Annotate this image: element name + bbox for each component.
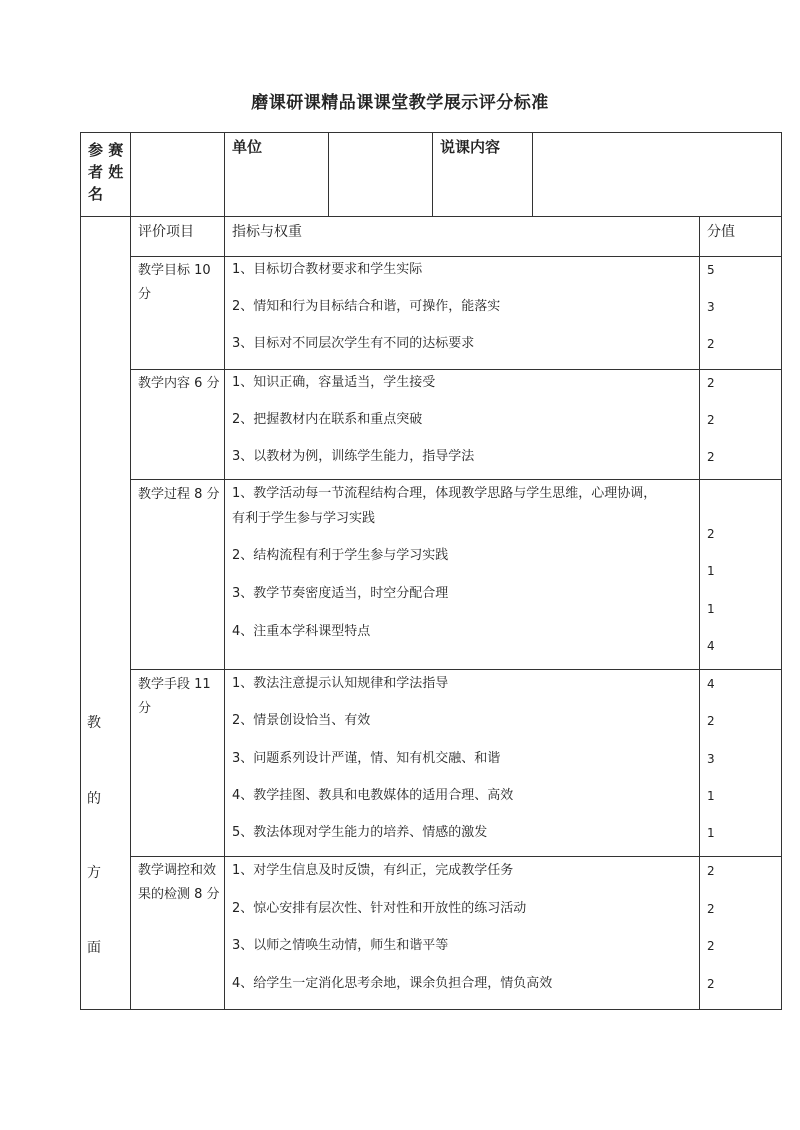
criterion-text: 1、对学生信息及时反馈，有纠正，完成教学任务 (232, 863, 514, 878)
row-divider (130, 256, 782, 257)
participant-label-line1: 参 赛 (88, 141, 124, 159)
criterion-score: 2 (707, 864, 715, 878)
criterion-score: 4 (707, 677, 715, 691)
criterion-text: 3、目标对不同层次学生有不同的达标要求 (232, 336, 475, 351)
criterion-text: 2、情知和行为目标结合和谐，可操作，能落实 (232, 299, 501, 314)
content-label: 说课内容 (440, 138, 501, 156)
unit-label: 单位 (232, 138, 263, 156)
column-header-item: 评价项目 (138, 224, 194, 240)
section-name: 教学内容 6 分 (138, 376, 220, 391)
criterion-text: 2、把握教材内在联系和重点突破 (232, 412, 423, 427)
criterion-score: 2 (707, 337, 715, 351)
table-border-right (781, 132, 782, 1010)
criterion-text: 1、知识正确，容量适当，学生接受 (232, 375, 436, 390)
side-label-char: 方 (87, 865, 101, 881)
col-divider (224, 132, 225, 1010)
criterion-text: 3、以教材为例，训练学生能力，指导学法 (232, 449, 475, 464)
criterion-text: 4、教学挂图、教具和电教媒体的适用合理、高效 (232, 788, 514, 803)
row-divider (130, 479, 782, 480)
row-divider (80, 216, 782, 217)
criterion-score: 2 (707, 450, 715, 464)
criterion-text: 2、惊心安排有层次性、针对性和开放性的练习活动 (232, 901, 527, 916)
col-divider (130, 132, 131, 1010)
criterion-score: 5 (707, 263, 715, 277)
col-divider (699, 216, 700, 1010)
participant-label-line3: 名 (88, 185, 104, 203)
criterion-text-continued: 有利于学生参与学习实践 (232, 511, 376, 526)
section-name: 教学过程 8 分 (138, 487, 220, 502)
criterion-score: 1 (707, 789, 715, 803)
criterion-score: 1 (707, 826, 715, 840)
criterion-score: 1 (707, 602, 715, 616)
side-label-char: 的 (87, 791, 101, 807)
table-border-bottom (80, 1009, 782, 1010)
criterion-score: 2 (707, 376, 715, 390)
participant-label-line2: 者 姓 (88, 163, 124, 181)
section-name: 教学调控和效果的检测 8 分 (138, 863, 220, 902)
criterion-text: 4、给学生一定消化思考余地，课余负担合理，情负高效 (232, 976, 553, 991)
row-divider (130, 856, 782, 857)
criterion-score: 2 (707, 902, 715, 916)
criterion-text: 2、情景创设恰当、有效 (232, 713, 371, 728)
criterion-score: 2 (707, 527, 715, 541)
side-label-char: 面 (87, 940, 101, 956)
table-border-left (80, 132, 81, 1010)
criterion-text: 3、教学节奏密度适当，时空分配合理 (232, 586, 449, 601)
section-name: 教学目标 10 分 (138, 263, 211, 302)
row-divider (130, 369, 782, 370)
criterion-score: 3 (707, 300, 715, 314)
criterion-score: 2 (707, 939, 715, 953)
criterion-score: 2 (707, 714, 715, 728)
criterion-score: 3 (707, 752, 715, 766)
criterion-text: 3、问题系列设计严谨，情、知有机交融、和谐 (232, 751, 501, 766)
criterion-text: 2、结构流程有利于学生参与学习实践 (232, 548, 449, 563)
column-header-score: 分值 (707, 224, 735, 240)
criterion-score: 2 (707, 977, 715, 991)
unit-field[interactable] (329, 133, 431, 216)
criterion-text: 5、教法体现对学生能力的培养、情感的激发 (232, 825, 488, 840)
section-name: 教学手段 11 分 (138, 677, 211, 716)
criterion-text: 1、教学活动每一节流程结构合理，体现教学思路与学生思维，心理协调， (232, 486, 657, 501)
row-divider (130, 669, 782, 670)
page-title: 磨课研课精品课课堂教学展示评分标准 (251, 93, 549, 113)
criterion-text: 1、目标切合教材要求和学生实际 (232, 262, 423, 277)
criterion-text: 1、教法注意提示认知规律和学法指导 (232, 676, 449, 691)
criterion-text: 4、注重本学科课型特点 (232, 624, 371, 639)
content-field[interactable] (533, 133, 780, 216)
criterion-score: 4 (707, 639, 715, 653)
column-header-indicator: 指标与权重 (232, 224, 302, 240)
side-label-char: 教 (87, 715, 101, 731)
criterion-score: 2 (707, 413, 715, 427)
criterion-score: 1 (707, 564, 715, 578)
criterion-text: 3、以师之情唤生动情，师生和谐平等 (232, 938, 449, 953)
col-divider (432, 132, 433, 217)
participant-name-field[interactable] (131, 133, 223, 216)
